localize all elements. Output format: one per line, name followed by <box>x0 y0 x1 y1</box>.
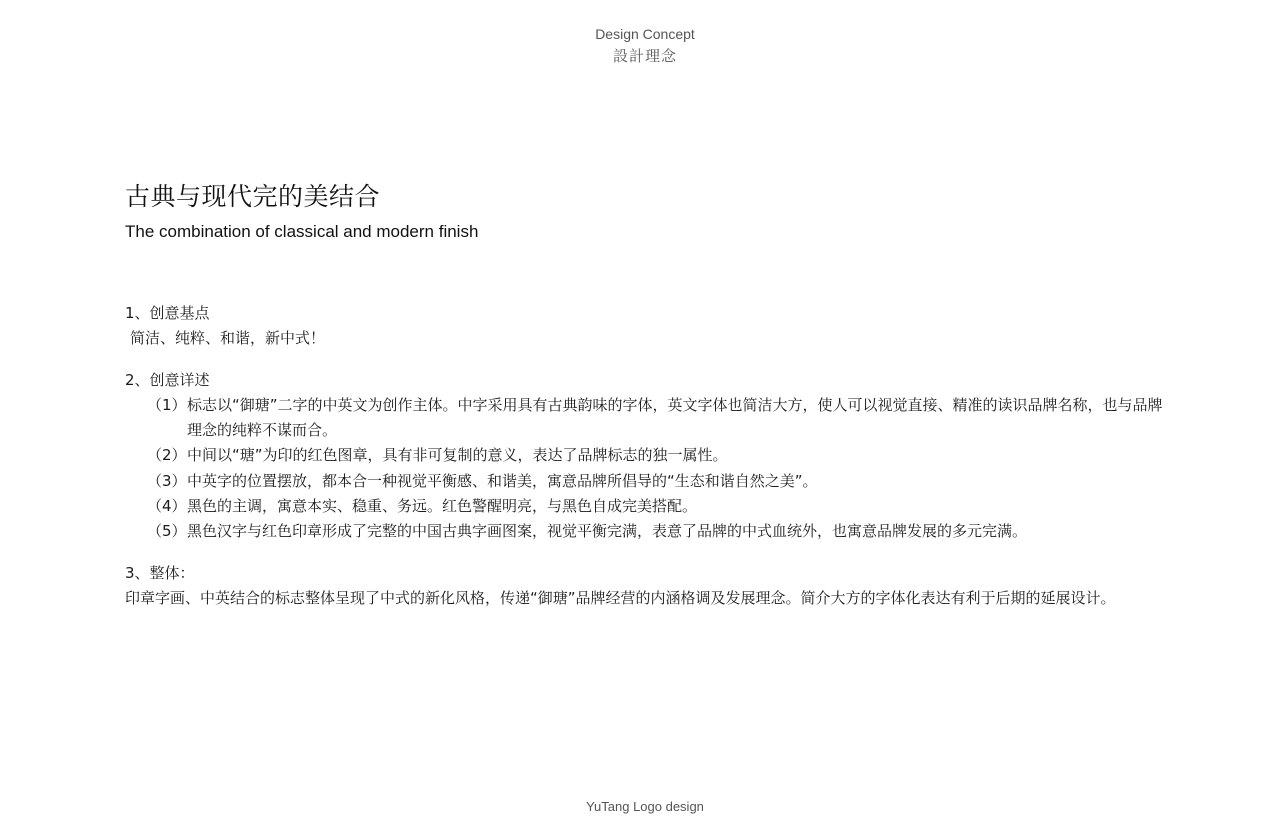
content-body <box>125 301 1165 611</box>
main-title-zh: 古典与现代完的美结合 <box>125 182 381 211</box>
list-item <box>125 443 1165 468</box>
details-list <box>125 393 1165 545</box>
list-item-text: 标志以“御瑭”二字的中英文为创作主体。中字采用具有古典韵味的字体，英文字体也简洁大方，使人可以视觉直接、精准的读识品牌名称，也与品牌理念的纯粹不谋而合。 <box>187 395 1163 440</box>
section-heading: 3、整体： <box>125 563 195 582</box>
list-item-number: （4） <box>147 497 187 516</box>
section-text: 简洁、纯粹、和谐，新中式！ <box>130 329 326 348</box>
list-item-text: 中英字的位置摆放，都本合一种视觉平衡感、和谐美，寓意品牌所倡导的“生态和谐自然之美”。 <box>187 471 818 490</box>
section-heading: 2、创意详述 <box>125 370 210 389</box>
list-item-number: （2） <box>147 446 187 465</box>
section-paragraph: 印章字画、中英结合的标志整体呈现了中式的新化风格，传递“御瑭”品牌经营的内涵格调及发展理念。简介大方的字体化表达有利于后期的延展设计。 <box>125 588 1116 607</box>
main-title-block <box>125 180 478 244</box>
list-item-number: （1） <box>147 395 187 414</box>
list-item-text: 黑色汉字与红色印章形成了完整的中国古典字画图案，视觉平衡完满，表意了品牌的中式血统外，也寓意品牌发展的多元完满。 <box>187 522 1028 541</box>
section-heading: 1、创意基点 <box>125 304 210 322</box>
list-item <box>125 393 1165 444</box>
header-title-zh: 設計理念 <box>612 47 677 65</box>
list-item <box>125 469 1165 494</box>
section-creative-details <box>125 368 1165 545</box>
section-creative-basis <box>125 301 1165 352</box>
main-title-en: The combination of classical and modern finish <box>125 222 479 241</box>
list-item-text: 黑色的主调，寓意本实、稳重、务远。红色警醒明亮，与黑色自成完美搭配。 <box>187 497 698 516</box>
list-item-number: （5） <box>147 522 187 541</box>
page-header <box>0 25 1280 67</box>
header-title-en: Design Concept <box>595 26 695 42</box>
section-overall <box>125 561 1165 612</box>
page-footer: YuTang Logo design <box>586 799 704 814</box>
list-item-number: （3） <box>147 471 187 490</box>
list-item-text: 中间以“瑭”为印的红色图章，具有非可复制的意义，表达了品牌标志的独一属性。 <box>187 446 728 465</box>
list-item <box>125 494 1165 519</box>
list-item <box>125 519 1165 544</box>
